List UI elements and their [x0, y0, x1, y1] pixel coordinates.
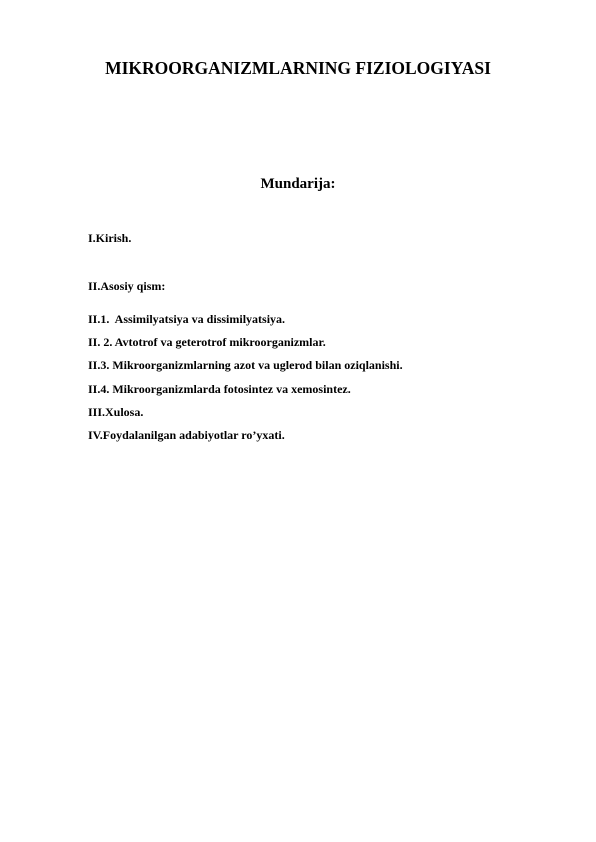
toc-item-fotosintez: II.4. Mikroorganizmlarda fotosintez va xemosintez.	[88, 382, 351, 396]
toc-item-asosiy-qism: II.Asosiy qism:	[88, 279, 166, 293]
toc-item-avtotrof: II. 2. Avtotrof va geterotrof mikroorganizmlar.	[88, 335, 326, 349]
toc-item-adabiyotlar: IV.Foydalanilgan adabiyotlar ro’yxati.	[88, 428, 285, 442]
toc-item-kirish: I.Kirish.	[88, 231, 132, 245]
document-title: MIKROORGANIZMLARNING FIZIOLOGIYASI	[105, 58, 491, 78]
toc-item-xulosa: III.Xulosa.	[88, 405, 144, 419]
toc-heading: Mundarija:	[260, 176, 336, 192]
toc-item-assimilyatsiya: II.1. Assimilyatsiya va dissimilyatsiya.	[88, 312, 286, 326]
toc-item-azot-uglerod: II.3. Mikroorganizmlarning azot va uglerod bilan oziqlanishi.	[88, 358, 403, 372]
